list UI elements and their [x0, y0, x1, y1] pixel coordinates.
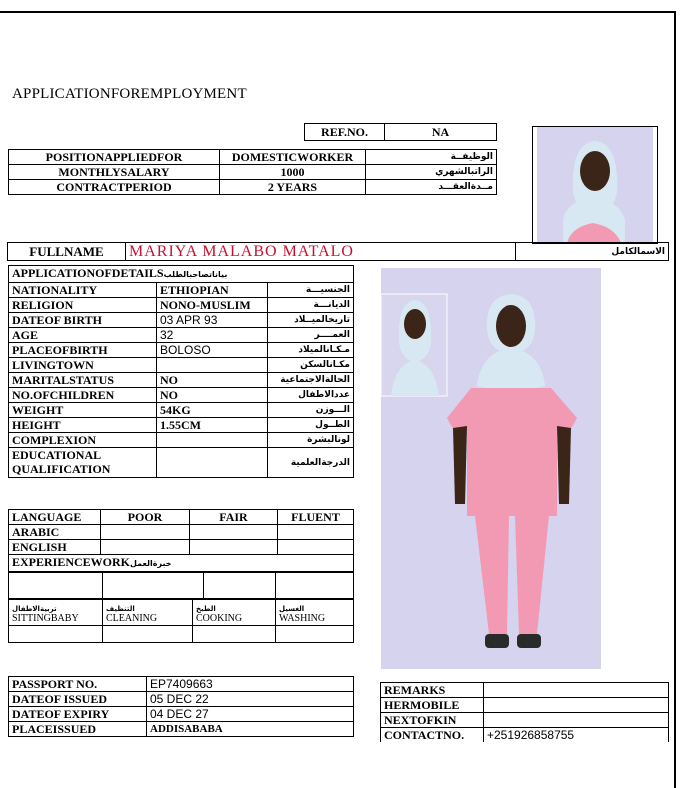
children-row [9, 388, 354, 403]
passport-value: EP7409663 [147, 677, 354, 692]
full-body-photo [381, 268, 601, 669]
portrait-image [533, 127, 657, 243]
detail-arabic: مـكـانالميلاد [268, 343, 354, 358]
frame-right-border [674, 11, 676, 788]
fair-header: FAIR [190, 510, 278, 525]
education-value [157, 448, 268, 478]
language-row [9, 525, 354, 540]
language-name: ARABIC [9, 525, 101, 540]
position-arabic: الوظيفــة [366, 150, 497, 165]
nationality-row [9, 283, 354, 298]
passport-value: 05 DEC 22 [147, 692, 354, 707]
detail-label: RELIGION [9, 298, 157, 313]
language-row [9, 540, 354, 555]
language-header-row [9, 510, 354, 525]
living-town-row [9, 358, 354, 373]
detail-label: MARITALSTATUS [9, 373, 157, 388]
language-header: LANGUAGE [9, 510, 101, 525]
education-label-line2: QUALIFICATION [12, 462, 111, 476]
remarks-label: NEXTOFKIN [381, 713, 484, 728]
ref-label: REF.NO. [305, 124, 385, 141]
experience-label: EXPERIENCEWORK [12, 555, 131, 569]
height-row [9, 418, 354, 433]
detail-value: 54KG [157, 403, 268, 418]
detail-arabic: العمــــر [268, 328, 354, 343]
education-row [9, 448, 354, 478]
detail-arabic: الديانـــة [268, 298, 354, 313]
detail-label: WEIGHT [9, 403, 157, 418]
experience-header-row [9, 555, 354, 572]
skill-value [276, 626, 354, 643]
frame-top-border [0, 11, 676, 13]
skill-value [9, 626, 103, 643]
experience-cell [9, 573, 103, 599]
position-label: POSITIONAPPLIEDFOR [9, 150, 220, 165]
skill-value [193, 626, 276, 643]
detail-label: PLACEOFBIRTH [9, 343, 157, 358]
language-name: ENGLISH [9, 540, 101, 555]
details-header-arabic: بياناتصاحبالطلب [163, 270, 228, 279]
skills-table [8, 599, 354, 643]
detail-arabic: الطــول [268, 418, 354, 433]
skill-label: WASHING [279, 613, 326, 624]
language-poor [101, 540, 190, 555]
detail-label: NATIONALITY [9, 283, 157, 298]
detail-arabic: الـــوزن [268, 403, 354, 418]
skill-arabic: تربيةالاطفال [12, 605, 57, 613]
contract-arabic: مــدةالعقـــد [366, 180, 497, 195]
remarks-table [380, 682, 669, 742]
weight-row [9, 403, 354, 418]
religion-row [9, 298, 354, 313]
salary-label: MONTHLYSALARY [9, 165, 220, 180]
detail-label: NO.OFCHILDREN [9, 388, 157, 403]
poor-header: POOR [101, 510, 190, 525]
page-title: APPLICATIONFOREMPLOYMENT [12, 86, 247, 102]
remarks-label: REMARKS [381, 683, 484, 698]
contract-value: 2 YEARS [220, 180, 366, 195]
detail-value: BOLOSO [157, 343, 268, 358]
skill-arabic: الغسيل [279, 605, 305, 613]
language-table [8, 509, 354, 572]
skills-label-row [9, 600, 354, 626]
remarks-row [381, 698, 669, 713]
remarks-label: HERMOBILE [381, 698, 484, 713]
fullname-value: MARIYA MALABO MATALO [126, 243, 516, 261]
passport-photo-small [532, 126, 658, 244]
detail-arabic: لونالبشرة [268, 433, 354, 448]
ref-value: NA [385, 124, 497, 141]
detail-label: AGE [9, 328, 157, 343]
language-fair [190, 540, 278, 555]
experience-cell [204, 573, 276, 599]
remarks-value: +251926858755 [484, 728, 669, 743]
detail-value: 32 [157, 328, 268, 343]
skill-arabic: الطبخ [196, 605, 216, 613]
detail-arabic: تاريخالميــلاد [268, 313, 354, 328]
skill-label: SITTINGBABY [12, 613, 79, 624]
detail-arabic: عددالاطفال [268, 388, 354, 403]
salary-arabic: الراتبالشهري [366, 165, 497, 180]
passport-row [9, 722, 354, 737]
remarks-value [484, 683, 669, 698]
details-header-row [9, 266, 354, 283]
passport-label: DATEOF EXPIRY [9, 707, 147, 722]
fullname-table [7, 242, 669, 261]
age-row [9, 328, 354, 343]
details-table [8, 265, 354, 478]
passport-row [9, 692, 354, 707]
skill-label: COOKING [196, 613, 243, 624]
passport-label: PLACEISSUED [9, 722, 147, 737]
detail-value: 1.55CM [157, 418, 268, 433]
passport-label: PASSPORT NO. [9, 677, 147, 692]
complexion-row [9, 433, 354, 448]
position-row [9, 150, 497, 165]
passport-value: 04 DEC 27 [147, 707, 354, 722]
detail-value [157, 433, 268, 448]
detail-arabic: الحالةالاجتماعية [268, 373, 354, 388]
fluent-header: FLUENT [278, 510, 354, 525]
detail-value: 03 APR 93 [157, 313, 268, 328]
experience-cell [103, 573, 204, 599]
position-table [8, 149, 497, 195]
remarks-label: CONTACTNO. [381, 728, 484, 743]
detail-label: DATEOF BIRTH [9, 313, 157, 328]
dob-row [9, 313, 354, 328]
remarks-value [484, 713, 669, 728]
passport-table [8, 676, 354, 737]
skills-value-row [9, 626, 354, 643]
contract-label: CONTRACTPERIOD [9, 180, 220, 195]
remarks-row [381, 728, 669, 743]
detail-value [157, 358, 268, 373]
detail-value: NO [157, 373, 268, 388]
detail-arabic: مكـانالسكن [268, 358, 354, 373]
detail-value: NO [157, 388, 268, 403]
skill-value [103, 626, 193, 643]
fullname-arabic: الاسمالكامل [516, 243, 669, 261]
detail-label: HEIGHT [9, 418, 157, 433]
passport-label: DATEOF ISSUED [9, 692, 147, 707]
full-body-image [381, 268, 601, 669]
language-fluent [278, 525, 354, 540]
salary-row [9, 165, 497, 180]
passport-row [9, 677, 354, 692]
detail-value: ETHIOPIAN [157, 283, 268, 298]
education-arabic: الدرجةالعلمية [268, 448, 354, 478]
detail-label: LIVINGTOWN [9, 358, 157, 373]
skill-arabic: التنظيف [106, 605, 135, 613]
detail-value: NONO-MUSLIM [157, 298, 268, 313]
remarks-row [381, 713, 669, 728]
experience-cell [276, 573, 354, 599]
experience-arabic: خبرةالعمل [130, 559, 172, 568]
ref-table [304, 123, 497, 141]
passport-row [9, 707, 354, 722]
passport-value: ADDISABABA [147, 722, 354, 737]
language-fair [190, 525, 278, 540]
fullname-label: FULLNAME [8, 243, 126, 261]
education-label-line1: EDUCATIONAL [12, 448, 102, 462]
position-value: DOMESTICWORKER [220, 150, 366, 165]
remarks-value [484, 698, 669, 713]
detail-arabic: الجنسيـــة [268, 283, 354, 298]
language-fluent [278, 540, 354, 555]
pob-row [9, 343, 354, 358]
skill-label: CLEANING [106, 613, 158, 624]
detail-label: COMPLEXION [9, 433, 157, 448]
details-header: APPLICATIONOFDETAILS [12, 266, 164, 280]
marital-row [9, 373, 354, 388]
language-poor [101, 525, 190, 540]
salary-value: 1000 [220, 165, 366, 180]
experience-blank-table [8, 572, 354, 599]
remarks-row [381, 683, 669, 698]
contract-row [9, 180, 497, 195]
